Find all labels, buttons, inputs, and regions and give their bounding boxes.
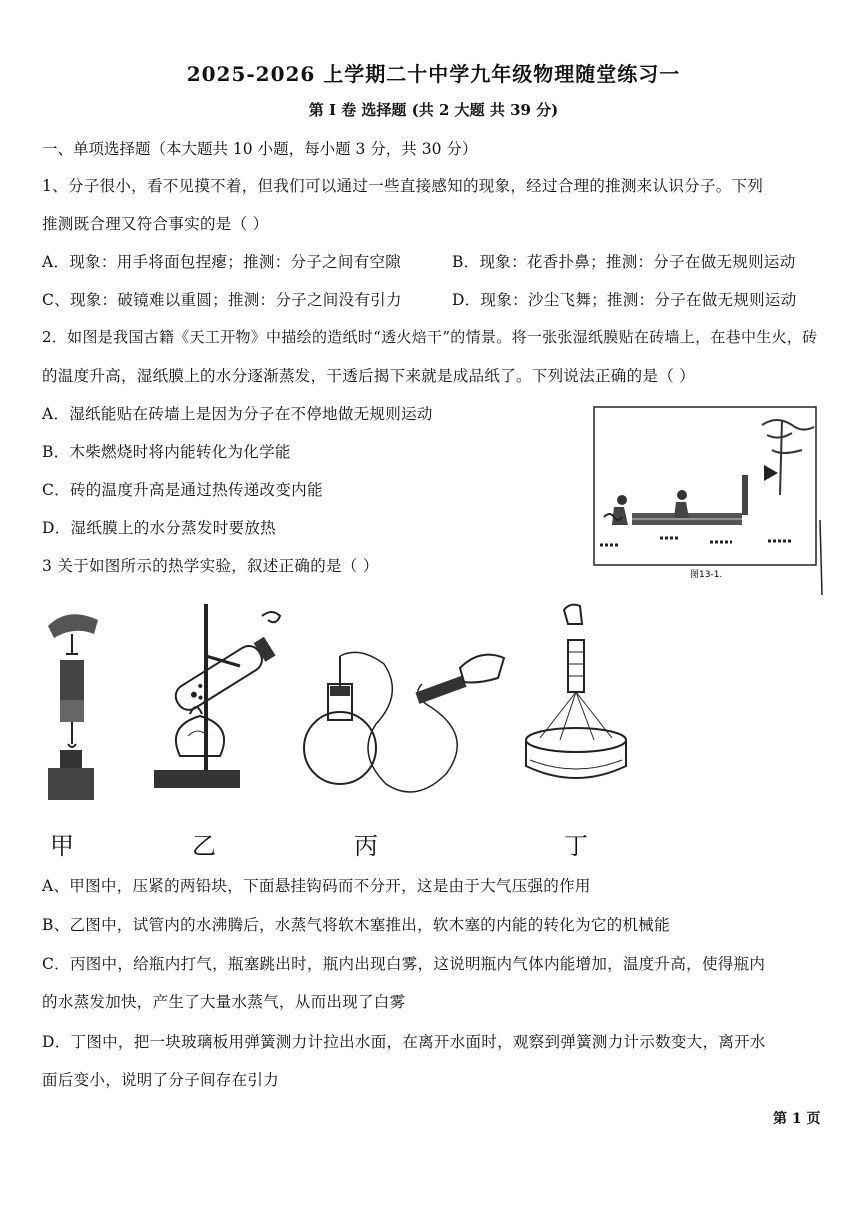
figure-bing-flask-pump — [300, 628, 520, 800]
q1-stem-line2: 推测既合理又符合事实的是（ ） — [42, 215, 269, 233]
q1-option-a: A．现象：用手将面包捏瘪；推测：分子之间有空隙 — [42, 253, 402, 271]
q3-option-c-line1: C．丙图中，给瓶内打气，瓶塞跳出时，瓶内出现白雾，这说明瓶内气体内能增加，温度升高，使得瓶内 — [42, 955, 766, 973]
label-ding: 丁 — [564, 832, 588, 860]
page-number: 第 1 页 — [773, 1111, 821, 1127]
q2-stem-line1: 2．如图是我国古籍《天工开物》中描绘的造纸时“透火焙干”的情景。将一张张湿纸膜贴在砖墙上，在巷中生火，砖 — [42, 328, 818, 346]
q1-option-d: D．现象：沙尘飞舞；推测：分子在做无规则运动 — [452, 291, 797, 309]
label-jia: 甲 — [50, 832, 74, 860]
page-title: 2025-2026 上学期二十中学九年级物理随堂练习一 — [186, 62, 681, 86]
figure-jia-lead-blocks — [38, 604, 108, 804]
q3-option-d-line1: D．丁图中，把一块玻璃板用弹簧测力计拉出水面，在离开水面时，观察到弹簧测力计示数变大，离开水 — [42, 1033, 766, 1051]
q3-option-b: B、乙图中，试管内的水沸腾后，水蒸气将软木塞推出，软木塞的内能的转化为它的机械能 — [42, 916, 670, 934]
q2-stem-line2: 的温度升高，湿纸膜上的水分逐渐蒸发，干透后揭下来就是成品纸了。下列说法正确的是（ ） — [42, 367, 696, 385]
q2-option-c: C．砖的温度升高是通过热传递改变内能 — [42, 481, 323, 499]
label-bing: 丙 — [354, 832, 378, 860]
figure-yi-test-tube — [140, 596, 290, 794]
figure-caption: 图13-1. — [690, 570, 723, 580]
q3-option-a: A、甲图中，压紧的两铅块，下面悬挂钩码而不分开，这是由于大气压强的作用 — [42, 877, 591, 895]
paper-drying-illustration — [592, 405, 824, 597]
q1-stem-line1: 1、分子很小，看不见摸不着，但我们可以通过一些直接感知的现象，经过合理的推测来认识分子。下列 — [42, 177, 764, 195]
q2-option-a: A．湿纸能贴在砖墙上是因为分子在不停地做无规则运动 — [42, 405, 433, 423]
q3-stem: 3 关于如图所示的热学实验，叙述正确的是（ ） — [42, 557, 379, 575]
q2-option-b: B．木柴燃烧时将内能转化为化学能 — [42, 443, 291, 461]
figure-ding-glass-plate — [520, 600, 630, 798]
q1-option-b: B．现象：花香扑鼻；推测：分子在做无规则运动 — [452, 253, 796, 271]
q3-option-d-line2: 面后变小，说明了分子间存在引力 — [42, 1071, 280, 1089]
q1-option-c: C、现象：破镜难以重圆；推测：分子之间没有引力 — [42, 291, 402, 309]
section-heading: 一、单项选择题（本大题共 10 小题，每小题 3 分，共 30 分） — [42, 140, 478, 158]
q3-option-c-line2: 的水蒸发加快，产生了大量水蒸气，从而出现了白雾 — [42, 993, 406, 1011]
label-yi: 乙 — [192, 832, 216, 860]
volume-subtitle: 第 I 卷 选择题 (共 2 大题 共 39 分) — [308, 101, 559, 119]
q2-option-d: D．湿纸膜上的水分蒸发时要放热 — [42, 519, 276, 537]
